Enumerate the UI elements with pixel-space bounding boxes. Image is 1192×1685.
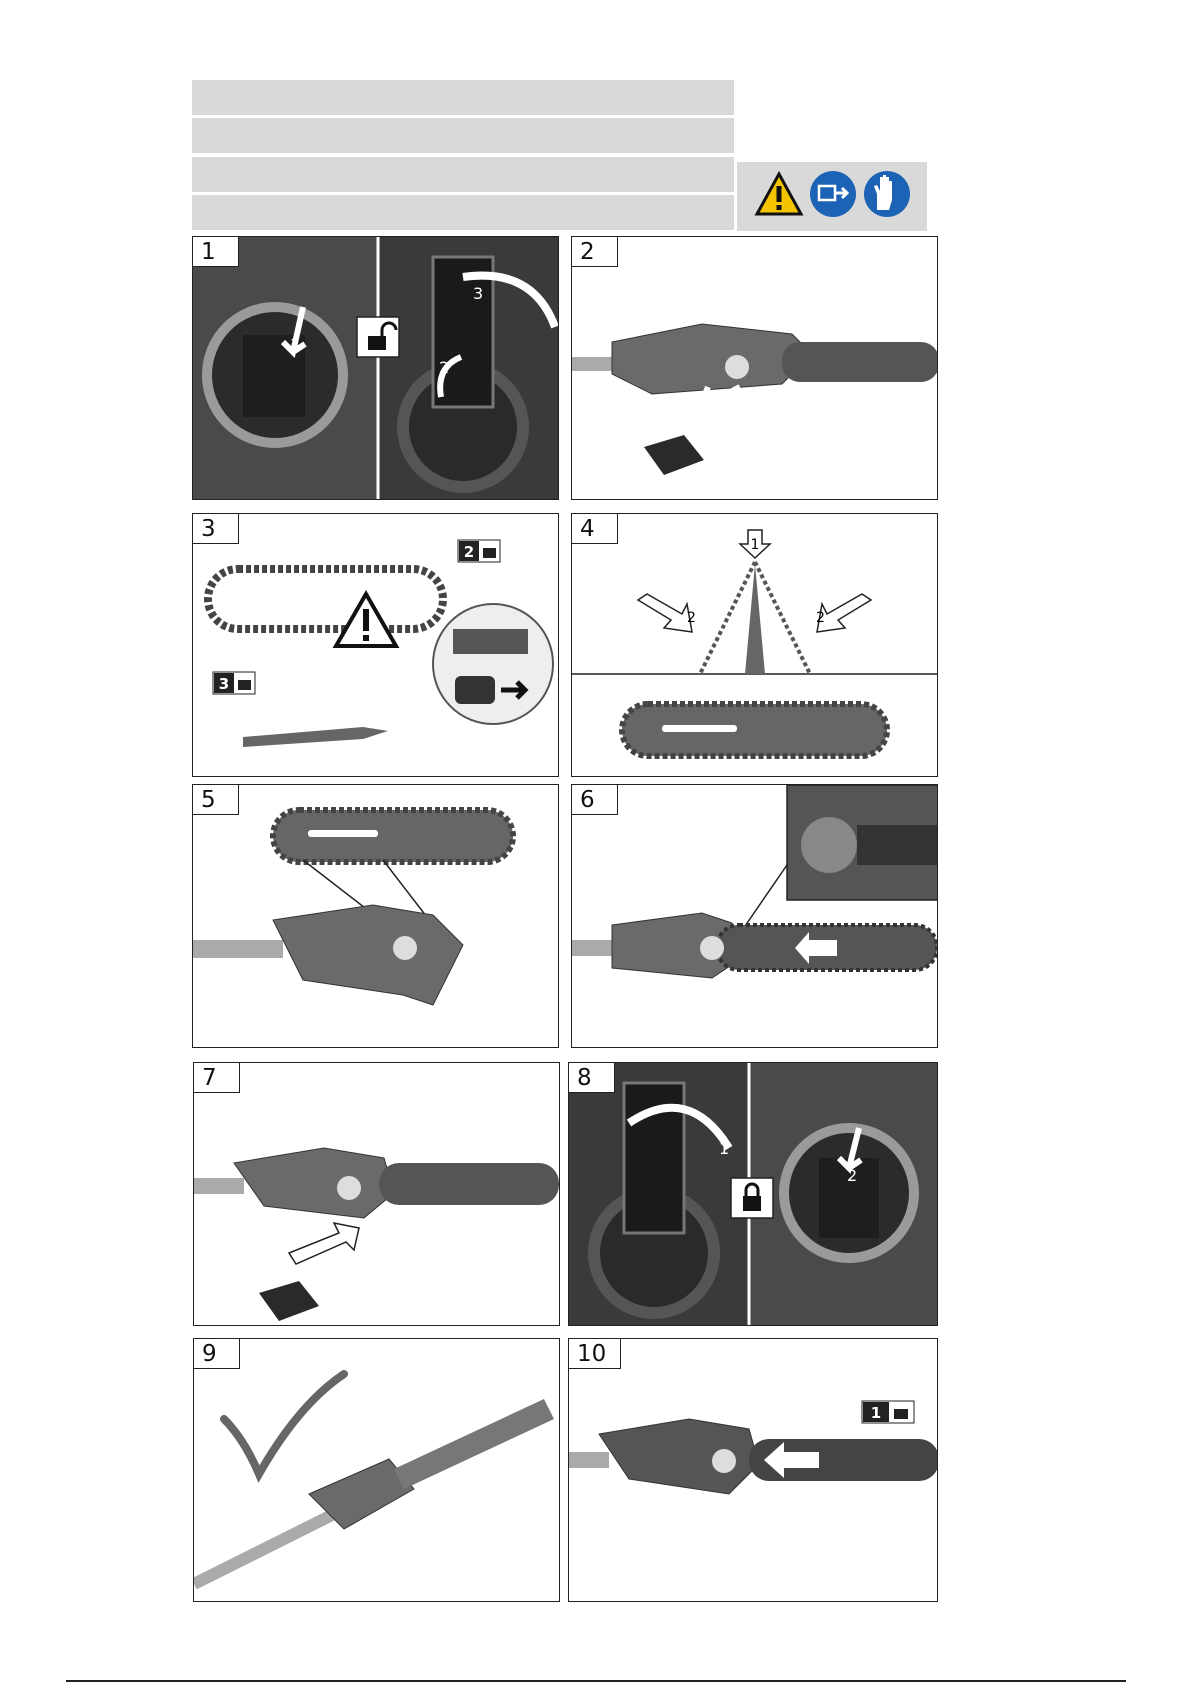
step-number-6: 6 <box>572 785 618 815</box>
svg-text:3: 3 <box>218 675 230 693</box>
callout-1: 1 <box>719 1139 730 1158</box>
svg-text:1: 1 <box>870 1404 882 1422</box>
step-panel-4 <box>571 513 938 777</box>
bottom-rule <box>66 1680 1126 1682</box>
step-panel-3 <box>192 513 559 777</box>
package-badge-1 <box>862 1401 914 1423</box>
header-bar-2 <box>192 118 734 153</box>
step-number-10: 10 <box>569 1339 621 1369</box>
step-panel-9 <box>193 1338 560 1602</box>
package-badge-3 <box>213 672 255 694</box>
callout-1: 1 <box>750 537 760 553</box>
step-number-2: 2 <box>572 237 618 267</box>
gloves-icon <box>864 171 910 217</box>
step-number-1: 1 <box>193 237 239 267</box>
step-number-5: 5 <box>193 785 239 815</box>
step-panel-6 <box>571 784 938 1048</box>
step-panel-8 <box>568 1062 938 1326</box>
step-number-3: 3 <box>193 514 239 544</box>
svg-text:2: 2 <box>463 543 475 561</box>
step-number-4: 4 <box>572 514 618 544</box>
callout-2-right: 2 <box>816 610 825 626</box>
step-panel-1 <box>192 236 559 500</box>
safety-icons-box <box>737 162 927 231</box>
callout-2-left: 2 <box>687 610 696 626</box>
header-bar-1 <box>192 80 734 115</box>
step-number-9: 9 <box>194 1339 240 1369</box>
callout-2: 2 <box>847 1166 858 1185</box>
step-panel-7 <box>193 1062 560 1326</box>
read-manual-icon <box>810 171 856 217</box>
step-panel-10 <box>568 1338 938 1602</box>
checkmark-icon <box>224 1374 344 1474</box>
warning-triangle-icon <box>757 174 801 214</box>
callout-1: 1 <box>290 335 301 354</box>
callout-3: 3 <box>473 284 484 303</box>
step-panel-2 <box>571 236 938 500</box>
header-bar-4 <box>192 195 734 230</box>
header-bar-3 <box>192 157 734 192</box>
step-panel-5 <box>192 784 559 1048</box>
step-number-7: 7 <box>194 1063 240 1093</box>
package-badge-2 <box>458 540 500 562</box>
step-number-8: 8 <box>569 1063 615 1093</box>
callout-2: 2 <box>439 358 450 377</box>
